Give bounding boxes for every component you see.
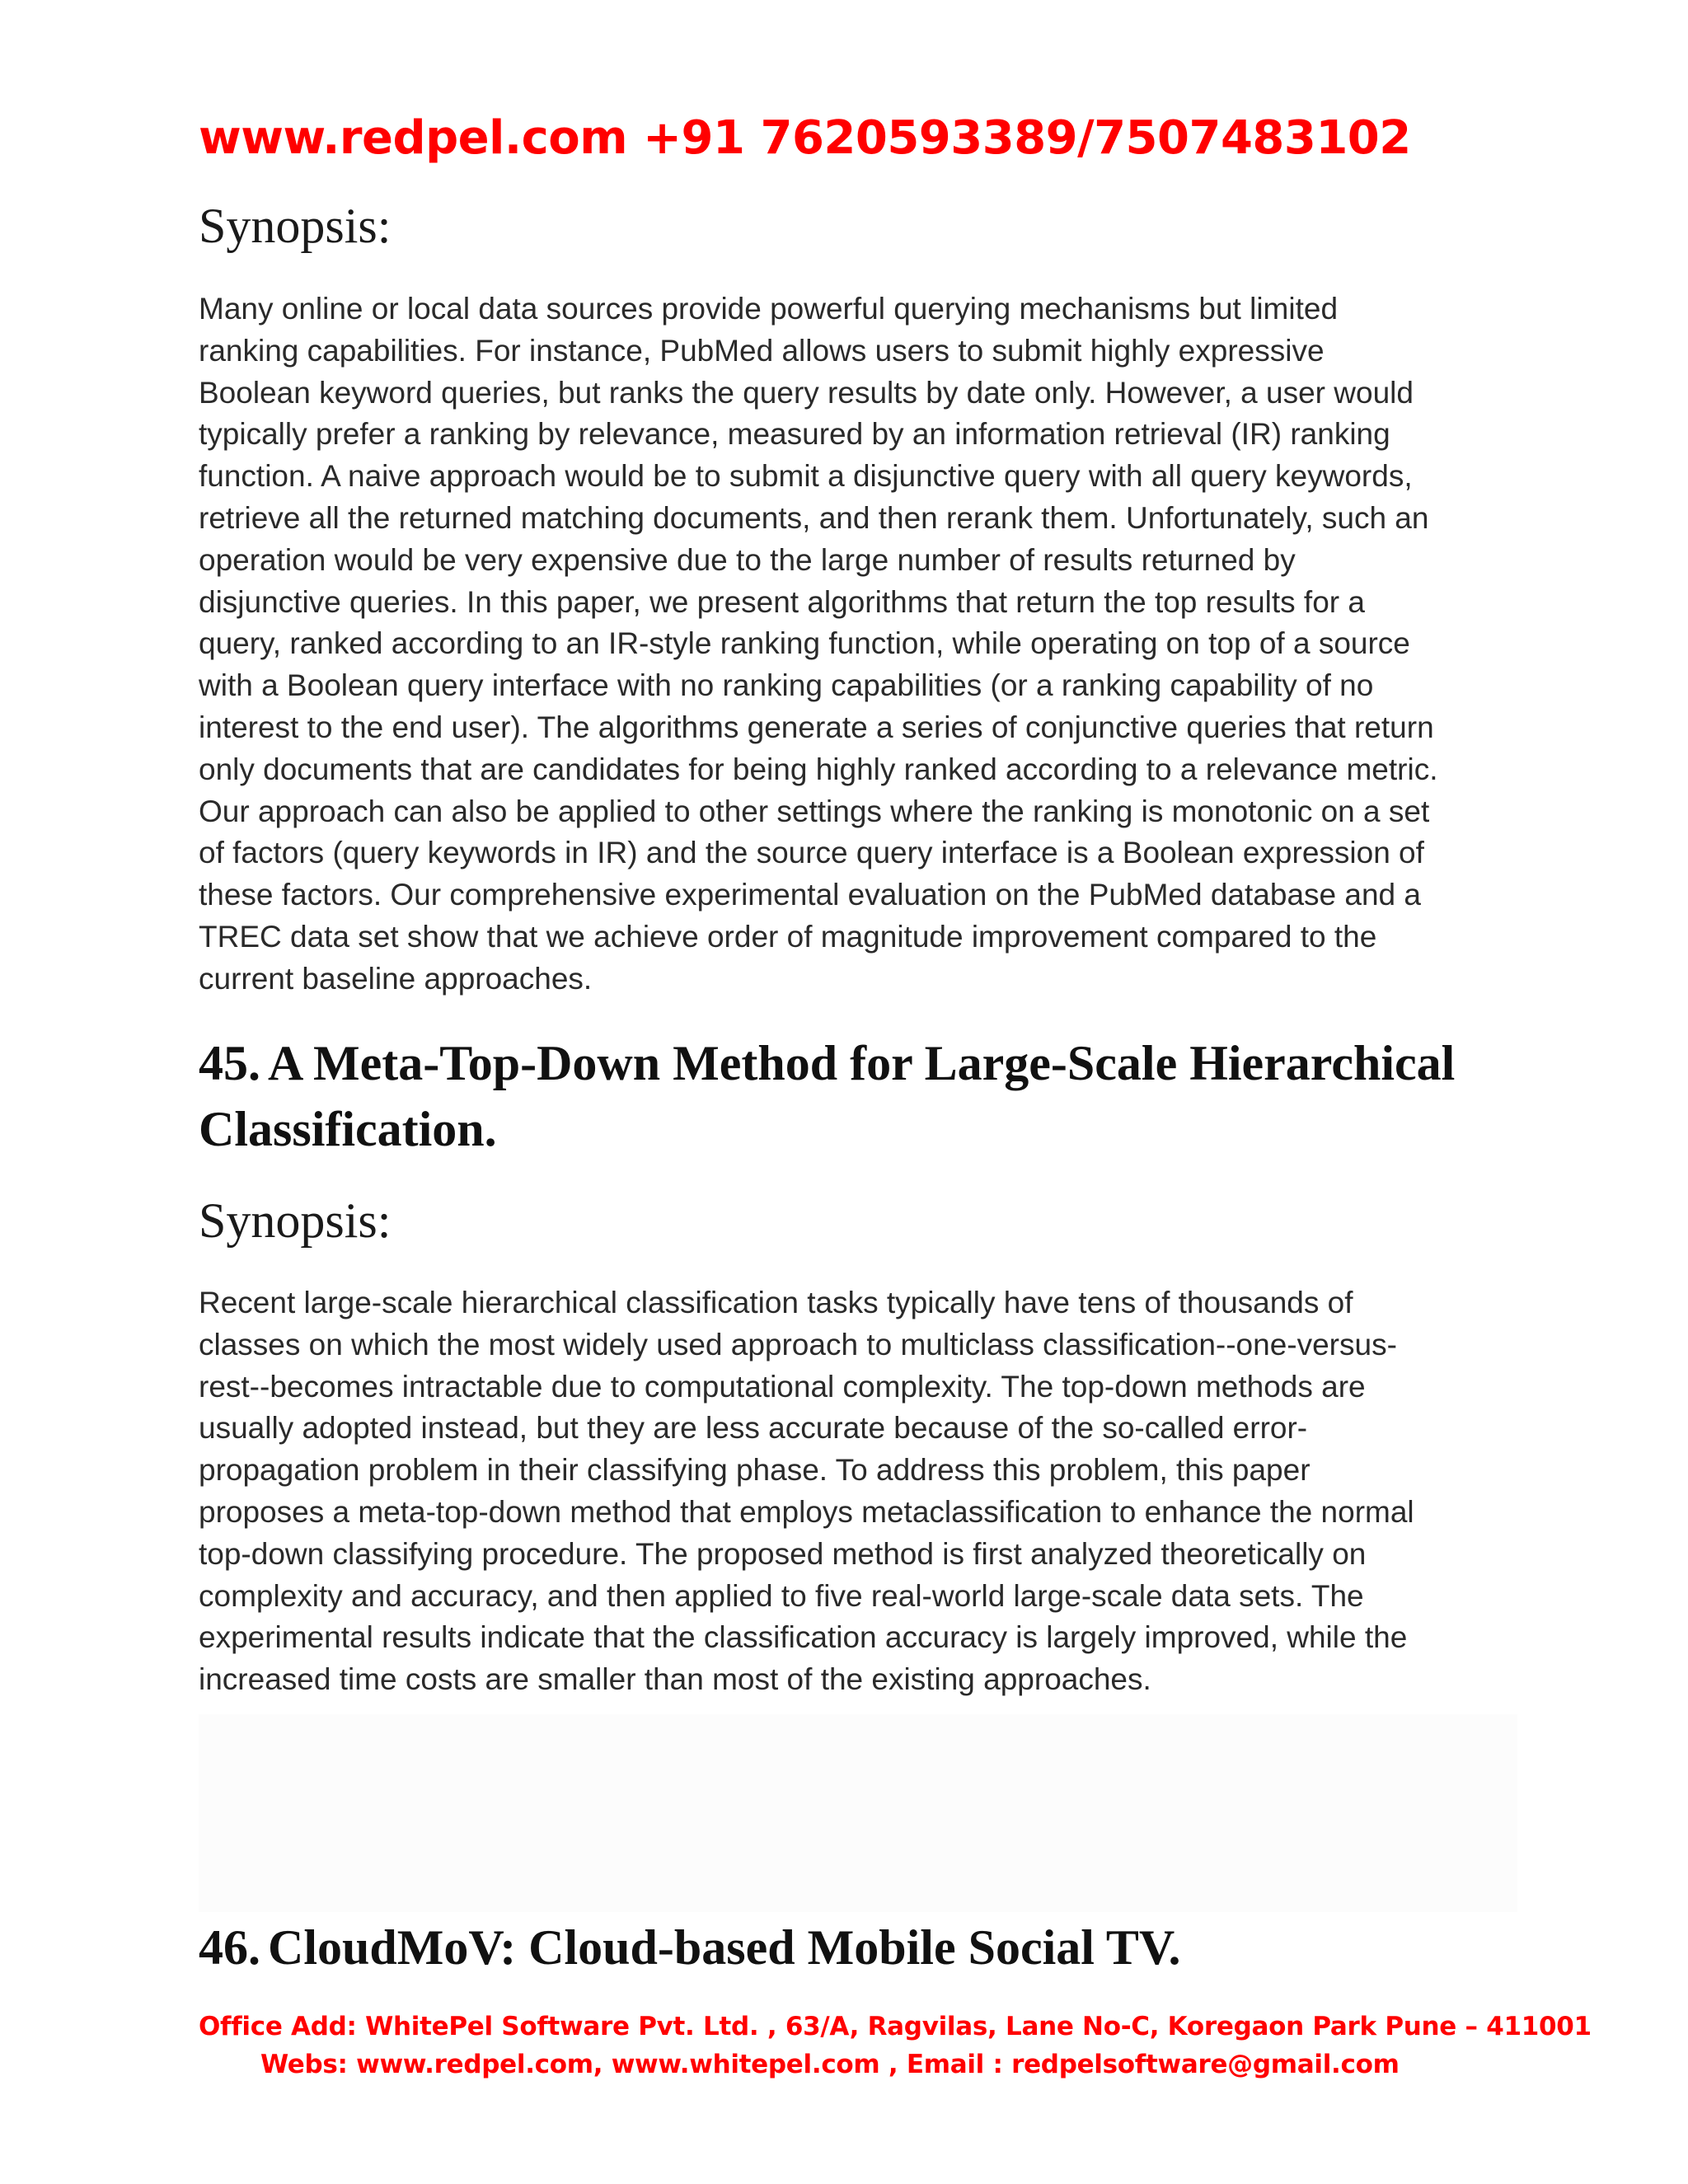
synopsis-heading: Synopsis: [199, 199, 392, 253]
section-title-text: CloudMoV: Cloud-based Mobile Social TV. [268, 1920, 1181, 1975]
section-title-45 [199, 1030, 1534, 1162]
section-title-46 [199, 1915, 1534, 1980]
section-number: 45. [199, 1036, 260, 1090]
footer-webs-email: Webs: www.redpel.com, www.whitepel.com , Email : redpelsoftware@gmail.com [260, 2050, 1400, 2079]
synopsis-body-paragraph: Recent large-scale hierarchical classification tasks typically have tens of thousands of classes on which the most widely used approach to multiclass classification--one-versus- rest--becomes intractable due to computational complexity. The top-down methods are usually adopted instead, but they are less accurate because of the so-called error- propagation problem in their classifying phase. To address this problem, this paper proposes a meta-top-down method that employs metaclassification to enhance the normal top-down classifying procedure. The proposed method is first analyzed theoretically on complexity and accuracy, and then applied to five real-world large-scale data sets. The experimental results indicate that the classification accuracy is largely improved, while the increased time costs are smaller than most of the existing approaches. [199, 1286, 1414, 1697]
blank-region [199, 1714, 1517, 1912]
footer-address: Office Add: WhitePel Software Pvt. Ltd. , 63/A, Ragvilas, Lane No-C, Koregaon Park Pune – 411001 [199, 2012, 1592, 2041]
header-contact-line: www.redpel.com +91 7620593389/7507483102 [199, 111, 1411, 165]
section-title-text: A Meta-Top-Down Method for Large-Scale Hierarchical Classification. [199, 1036, 1456, 1156]
page-footer [0, 2008, 1688, 2083]
synopsis-heading: Synopsis: [199, 1193, 392, 1248]
synopsis-body-paragraph: Many online or local data sources provide powerful querying mechanisms but limited ranking capabilities. For instance, PubMed allows users to submit highly expressive Boolean keyword queries, but ranks the query results by date only. However, a user would typically prefer a ranking by relevance, measured by an information retrieval (IR) ranking function. A naive approach would be to submit a disjunctive query with all query keywords, retrieve all the returned matching documents, and then rerank them. Unfortunately, such an operation would be very expensive due to the large number of results returned by disjunctive queries. In this paper, we present algorithms that return the top results for a query, ranked according to an IR-style ranking function, while operating on top of a source with a Boolean query interface with no ranking capabilities (or a ranking capability of no interest to the end user). The algorithms generate a series of conjunctive queries that return only documents that are candidates for being highly ranked according to a relevance metric. Our approach can also be applied to other settings where the ranking is monotonic on a set of factors (query keywords in IR) and the source query interface is a Boolean expression of these factors. Our comprehensive experimental evaluation on the PubMed database and a TREC data set show that we achieve order of magnitude improvement compared to the current baseline approaches. [199, 292, 1438, 996]
section-number: 46. [199, 1920, 260, 1975]
